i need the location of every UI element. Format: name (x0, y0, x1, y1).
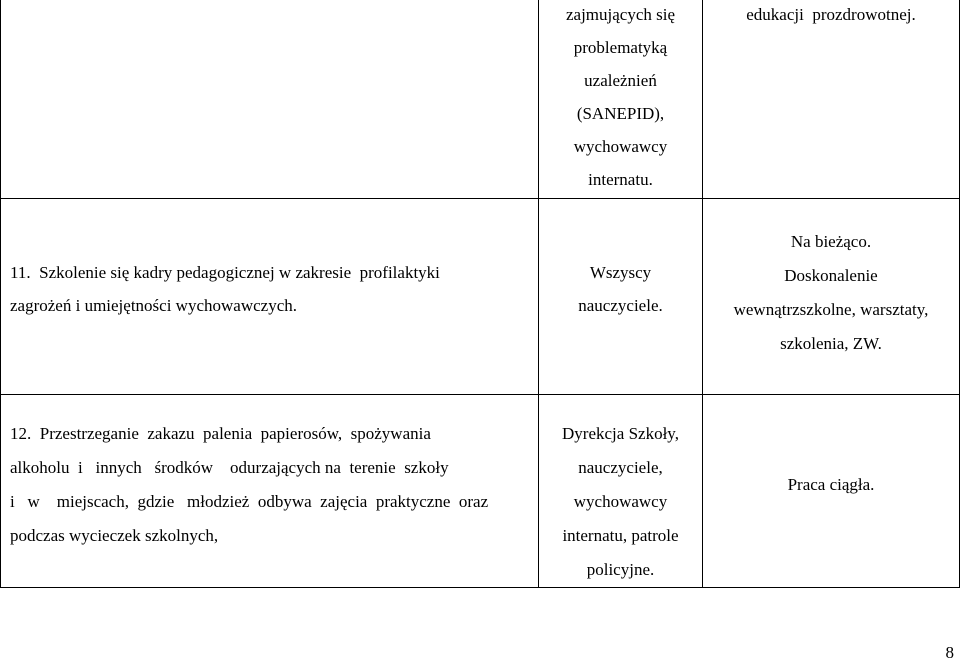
table-cell-line: nauczyciele, (578, 458, 663, 477)
row12-task-cell (10, 417, 508, 553)
table-cell-line: Doskonalenie (784, 266, 878, 285)
page-number: 8 (945, 643, 954, 662)
table-cell-line: wewnątrzszkolne, warsztaty, (733, 300, 929, 319)
table-cell-line: internatu, patrole (562, 526, 679, 545)
table-cell-line: problematyką (573, 38, 668, 57)
table-left-border (0, 0, 1, 588)
row12-responsible-cell (539, 417, 702, 587)
table-cell-line: Praca ciągła. (787, 475, 875, 494)
table-cell-line: szkolenia, ZW. (780, 334, 882, 353)
table-cell-line: wychowawcy (573, 137, 668, 156)
table-cell-line: nauczyciele. (578, 296, 663, 315)
row11-responsible-cell (539, 256, 702, 322)
table-cell-line: uzależnień (584, 71, 657, 90)
table-cell-line: wychowawcy (573, 492, 668, 511)
table-cell-line: 11. Szkolenie się kadry pedagogicznej w zakresie profilaktyki (10, 263, 440, 282)
table-cell-line: edukacji prozdrowotnej. (746, 5, 916, 24)
table-cell-line: policyjne. (586, 560, 655, 579)
table-cell-line: internatu. (588, 170, 653, 189)
table-cell-line: Na bieżąco. (790, 232, 872, 251)
table-cell-line: podczas wycieczek szkolnych, (10, 526, 219, 545)
row11-deadline-cell (703, 225, 959, 361)
table-row-divider (0, 394, 960, 395)
row12-deadline-cell (703, 468, 959, 501)
table-cell-line: (SANEPID), (576, 104, 665, 123)
table-row-divider (0, 198, 960, 199)
row11-task-cell (10, 256, 530, 322)
table-cell-line: 12. Przestrzeganie zakazu palenia papierosów, spożywania (10, 424, 431, 443)
table-cell-line: Dyrekcja Szkoły, (562, 424, 679, 443)
row1-deadline-cell (703, 0, 959, 31)
table-cell-line: alkoholu i innych środków odurzających na terenie szkoły (10, 458, 449, 477)
table-bottom-border (0, 587, 960, 588)
table-cell-line: Wszyscy (589, 263, 652, 282)
table-cell-line: zagrożeń i umiejętności wychowawczych. (10, 296, 297, 315)
table-cell-line: zajmujących się (565, 5, 676, 24)
table-cell-line: i w miejscach, gdzie młodzież odbywa zajęcia praktyczne oraz (10, 492, 489, 511)
row1-responsible-cell (539, 0, 702, 196)
